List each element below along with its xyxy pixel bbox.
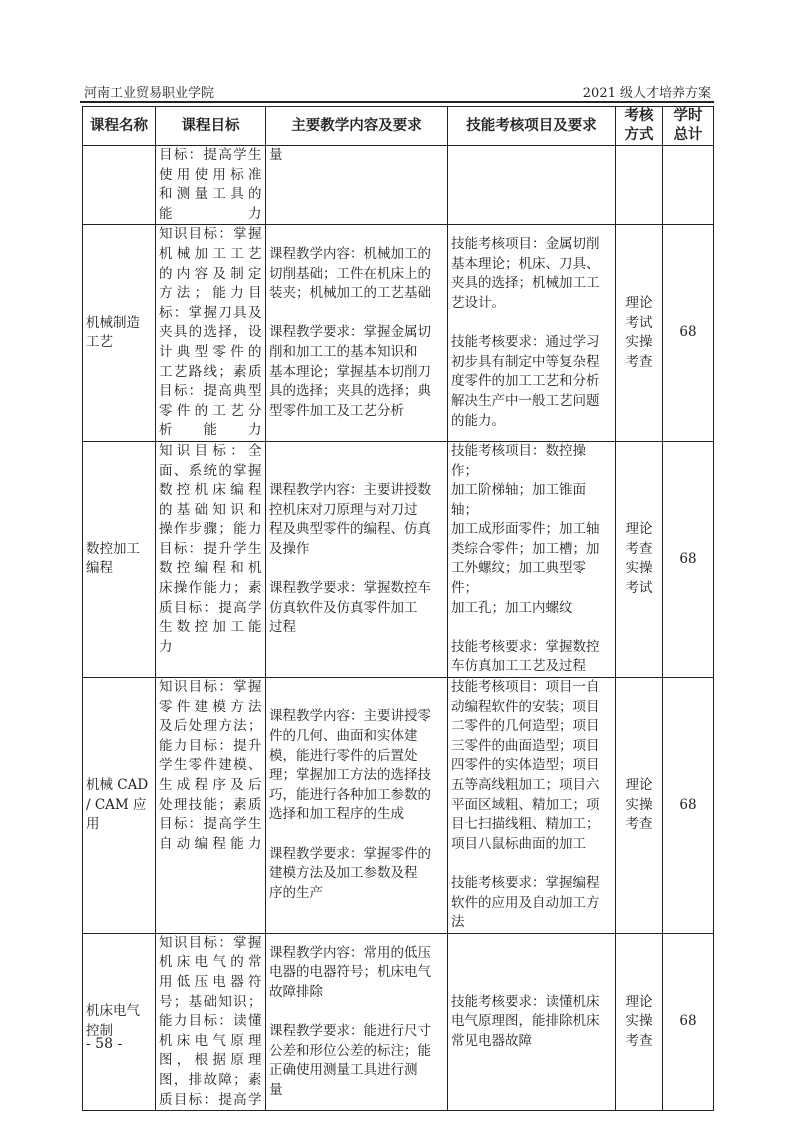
col-header-total-hours: 学时 总计 <box>663 107 714 146</box>
col-header-assessment-method: 考核 方式 <box>616 107 663 146</box>
teaching-content-cell: 课程教学内容：常用的低压 电器的电器符号；机床电气 故障排除 课程教学要求：能进行尺寸 公差和形位公差的标注；能 正确使用测量工具进行测 量 <box>266 933 448 1110</box>
teaching-content-cell: 课程教学内容：主要讲授数 控机床对刀原理与对刀过 程及典型零件的编程、仿真 及操作 课程教学要求：掌握数控车 仿真软件及仿真零件加工 过程 <box>266 441 448 677</box>
teaching-content-cell: 课程教学内容：机械加工的 切削基础；工件在机床上的 装夹；机械加工的工艺基础 课程教学要求：掌握金属切 削和加工工的基本知识和 基本理论；掌握基本切削刀 具的选择；夹具的选择；典 型零件加工及工艺分析 <box>266 225 448 442</box>
total-hours-cell: 68 <box>663 225 714 442</box>
assessment-method-cell: 理论 实操 考查 <box>616 933 663 1110</box>
course-name-cell: 机械 CAD / CAM 应 用 <box>83 678 156 934</box>
course-name-cell: 机械制造 工艺 <box>83 225 156 442</box>
skill-assessment-cell: 技能考核项目：数控操作； 加工阶梯轴；加工锥面轴； 加工成形面零件；加工轴 类综合零件；加工槽；加 工外螺纹；加工典型零件； 加工孔；加工内螺纹 技能考核要求：掌握数控 车仿真加工工艺及过程 <box>448 441 616 677</box>
course-name-cell: 机床电气 控制 <box>83 933 156 1110</box>
course-goal-cell: 知识目标：全 面、系统的掌握 数控机床编程 的基础知识和 操作步骤；能力 目标：提升学生 数控编程和机 床操作能力；素 质目标：提高学 生数控加工能 力 <box>156 441 266 677</box>
skill-assessment-cell: 技能考核项目：项目一自 动编程软件的安装；项目 二零件的几何造型；项目 三零件的曲面造型；项目 四零件的实体造型；项目 五等高线粗加工；项目六 平面区域粗、精加工；项 目七扫描线粗、精加工； 项目八鼠标曲面的加工 技能考核要求：掌握编程 软件的应用及自动加工方 法 <box>448 678 616 934</box>
table-header-row <box>83 107 714 146</box>
course-name-cell <box>83 146 156 225</box>
table-row <box>83 146 714 225</box>
header-divider <box>80 101 714 103</box>
course-goal-cell: 知识目标：掌握 机床电气的常 用低压电器符 号；基础知识； 能力目标：读懂 机床电气原理 图，根据原理 图，排故障；素 质目标：提高学 <box>156 933 266 1110</box>
col-header-course-name: 课程名称 <box>83 107 156 146</box>
assessment-method-cell: 理论 考试 实操 考查 <box>616 225 663 442</box>
page-number: - 58 - <box>86 1036 123 1052</box>
total-hours-cell: 68 <box>663 441 714 677</box>
col-header-course-goal: 课程目标 <box>156 107 266 146</box>
teaching-content-cell: 量 <box>266 146 448 225</box>
table-row <box>83 441 714 677</box>
assessment-method-cell: 理论 实操 考查 <box>616 678 663 934</box>
total-hours-cell: 68 <box>663 678 714 934</box>
course-goal-cell: 目标：提高学生 使用使用标准 和测量工具的 能力 <box>156 146 266 225</box>
skill-assessment-cell: 技能考核项目：金属切削 基本理论；机床、刀具、 夹具的选择；机械加工工 艺设计。 技能考核要求：通过学习 初步具有制定中等复杂程 度零件的加工工艺和分析 解决生产中一般工艺问题 的能力。 <box>448 225 616 442</box>
course-goal-cell: 知识目标：掌握 机械加工工艺 的内容及制定 方法；能力目 标：掌握刀具及 夹具的选择，设 计典型零件的 工艺路线；素质 目标：提高典型 零件的工艺分 析能力 <box>156 225 266 442</box>
col-header-skill-assessment: 技能考核项目及要求 <box>448 107 616 146</box>
assessment-method-cell <box>616 146 663 225</box>
course-goal-cell: 知识目标：掌握 零件建模方法 及后处理方法； 能力目标：提升 学生零件建模、 生成程序及后 处理技能；素质 目标：提高学生 自动编程能力 <box>156 678 266 934</box>
teaching-content-cell: 课程教学内容：主要讲授零 件的几何、曲面和实体建 模，能进行零件的后置处 理；掌握加工方法的选择技 巧，能进行各种加工参数的 选择和加工程序的生成 课程教学要求：掌握零件的 建模方法及加工参数及程 序的生产 <box>266 678 448 934</box>
table-row <box>83 225 714 442</box>
table-row <box>83 933 714 1110</box>
course-table <box>82 106 714 1111</box>
header-institution: 河南工业贸易职业学院 <box>84 86 215 101</box>
table-row <box>83 678 714 934</box>
header-plan-title: 2021 级人才培养方案 <box>582 86 711 101</box>
assessment-method-cell: 理论 考查 实操 考试 <box>616 441 663 677</box>
course-name-cell: 数控加工 编程 <box>83 441 156 677</box>
total-hours-cell <box>663 146 714 225</box>
total-hours-cell: 68 <box>663 933 714 1110</box>
skill-assessment-cell <box>448 146 616 225</box>
col-header-teaching-content: 主要教学内容及要求 <box>266 107 448 146</box>
skill-assessment-cell: 技能考核要求：读懂机床 电气原理图，能排除机床 常见电器故障 <box>448 933 616 1110</box>
